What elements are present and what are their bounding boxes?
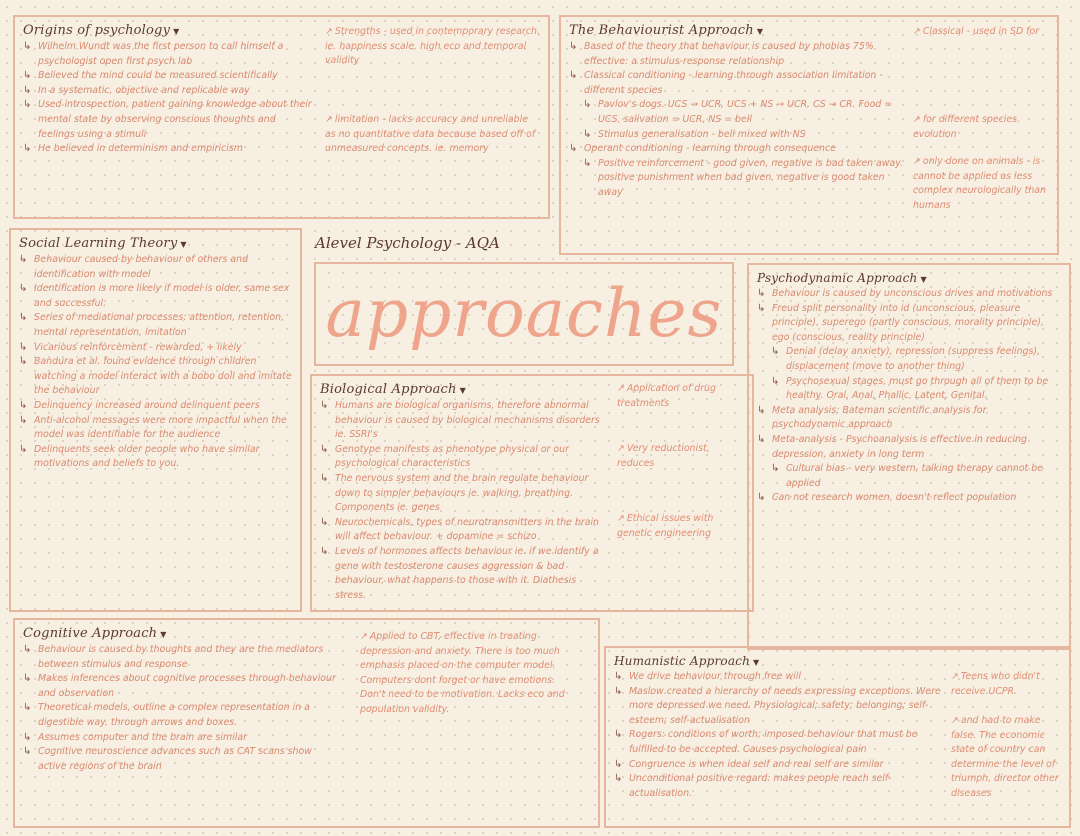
origins-item: ↳ Used introspection, patient gaining knowledge about their mental state by observing conscious thoughts and feelings using a stimuli: [23, 98, 313, 142]
behaviourist-classical-note: ↗ Classical - used in SD for: [913, 26, 1040, 37]
curved-arrow-icon: ↗: [325, 114, 333, 125]
biological-item: ↳ The nervous system and the brain regulate behaviour down to simpler behaviours ie. walking, breathing. Components ie. genes: [320, 472, 610, 516]
cognitive-item: ↳ Cognitive neuroscience advances such as CAT scans show active regions of the brain: [23, 745, 343, 774]
curved-arrow-icon: ↗: [617, 383, 625, 394]
psychodynamic-item: ↳ Psychosexual stages, must go through all of them to be healthy. Oral, Anal, Phallic, Latent, Genital.: [771, 375, 1061, 404]
origins-title: Origins of psychology ▼: [23, 23, 180, 38]
biological-ethical-note: ↗ Ethical issues with genetic engineering: [617, 513, 714, 539]
social-item: ↳ Delinquents seek older people who have similar motivations and beliefs to you.: [19, 443, 292, 472]
origins-item: ↳ Believed the mind could be measured scientifically: [23, 69, 313, 84]
origins-strength-note: ↗ Strengths - used in contemporary research. ie. happiness scale. high eco and temporal validity: [325, 26, 540, 67]
behaviourist-item: ↳ Based of the theory that behaviour is caused by phobias 75% effective: a stimulus-response relationship: [569, 40, 909, 69]
social-item: ↳ Series of mediational processes; attention, retention, mental representation, imitation: [19, 311, 292, 340]
social-learning-box: [9, 228, 302, 612]
cognitive-item: ↳ Makes inferences about cognitive processes through behaviour and observation: [23, 672, 343, 701]
caret-down-icon: ▼: [173, 27, 180, 36]
curved-arrow-icon: ↗: [617, 513, 625, 524]
behaviourist-species-note: ↗ for different species. evolution: [913, 114, 1021, 140]
curved-arrow-icon: ↗: [951, 671, 959, 682]
behaviourist-item: ↳ Operant conditioning - learning through consequence: [569, 142, 909, 157]
humanistic-teens-note: ↗ Teens who didn't receive UCPR: [951, 671, 1040, 697]
psychodynamic-item: ↳ Cultural bias - very western, talking therapy cannot be applied: [771, 462, 1061, 491]
curved-arrow-icon: ↗: [325, 26, 333, 37]
psychodynamic-title: Psychodynamic Approach ▼: [757, 271, 927, 285]
psychodynamic-item: ↳ Denial (delay anxiety), repression (suppress feelings), displacement (move to another thing): [771, 345, 1061, 374]
curved-arrow-icon: ↗: [360, 631, 368, 642]
origins-box: [13, 15, 550, 219]
humanistic-item: ↳ Maslow created a hierarchy of needs expressing exceptions. Were more depressed we need. Physiological; safety; belonging; self-esteem; self-actualisation: [614, 685, 944, 729]
curved-arrow-icon: ↗: [913, 26, 921, 37]
cognitive-box: [13, 618, 600, 828]
humanistic-box: [604, 646, 1071, 828]
caret-down-icon: ▼: [753, 658, 760, 667]
curved-arrow-icon: ↗: [617, 443, 625, 454]
behaviourist-item: ↳ Stimulus generalisation - bell mixed with NS: [583, 128, 909, 143]
biological-item: ↳ Levels of hormones affects behaviour ie. if we identify a gene with testosterone causes aggression & bad behaviour, what happens to those with it. Diathesis stress.: [320, 545, 610, 603]
psychodynamic-item: ↳ Meta-analysis - Psychoanalysis is effective in reducing depression, anxiety in long term: [757, 433, 1061, 462]
curved-arrow-icon: ↗: [951, 715, 959, 726]
social-item: ↳ Delinquency increased around delinquent peers: [19, 399, 292, 414]
caret-down-icon: ▼: [920, 275, 927, 284]
psychodynamic-box: [747, 263, 1071, 650]
origins-item: ↳ In a systematic, objective and replicable way: [23, 84, 313, 99]
page-title: approaches: [325, 275, 723, 352]
behaviourist-box: [559, 15, 1059, 255]
social-item: ↳ Bandura et al. found evidence through children watching a model interact with a bobo doll and imitate the behaviour: [19, 355, 292, 399]
biological-box: [310, 374, 754, 612]
cognitive-item: ↳ Assumes computer and the brain are similar: [23, 731, 343, 746]
humanistic-title: Humanistic Approach ▼: [614, 654, 760, 668]
page-title-box: [314, 262, 734, 366]
humanistic-item: ↳ Congruence is when ideal self and real self are similar: [614, 758, 944, 773]
biological-item: ↳ Neurochemicals, types of neurotransmitters in the brain will affect behaviour. + dopamine = schizo: [320, 516, 610, 545]
humanistic-economic-note: ↗ and had to make false. The economic state of country can determine the level of triumph, director other diseases: [951, 715, 1059, 799]
page-subject-heading: Alevel Psychology - AQA: [315, 234, 500, 252]
social-item: ↳ Vicarious reinforcement - rewarded, + likely: [19, 341, 292, 356]
caret-down-icon: ▼: [160, 630, 167, 639]
behaviourist-title: The Behaviourist Approach ▼: [569, 23, 764, 38]
biological-title: Biological Approach ▼: [320, 382, 466, 397]
social-learning-title: Social Learning Theory ▼: [19, 236, 187, 251]
curved-arrow-icon: ↗: [913, 114, 921, 125]
social-item: ↳ Anti-alcohol messages were more impactful when the model was identifiable for the audience: [19, 414, 292, 443]
cognitive-title: Cognitive Approach ▼: [23, 626, 167, 641]
social-item: ↳ Behaviour caused by behaviour of others and identification with model: [19, 253, 292, 282]
biological-item: ↳ Humans are biological organisms, therefore abnormal behaviour is caused by biological mechanisms disorders ie. SSRI's: [320, 399, 610, 443]
psychodynamic-item: ↳ Meta analysis; Bateman scientific analysis for psychodynamic approach: [757, 404, 1061, 433]
humanistic-item: ↳ Rogers: conditions of worth; imposed behaviour that must be fulfilled to be accepted. Causes psychological pain: [614, 728, 944, 757]
psychodynamic-item: ↳ Freud split personality into id (unconscious, pleasure principle), superego (partly conscious, morality principle), ego (conscious, reality principle): [757, 302, 1061, 346]
psychodynamic-item: ↳ Can not research women, doesn't reflect population: [757, 491, 1061, 506]
origins-limitation-note: ↗ limitation - lacks accuracy and unreliable as no quantitative data because based off of unmeasured concepts. ie. memory: [325, 114, 536, 155]
behaviourist-animals-note: ↗ only done on animals - is cannot be applied as less complex neurologically than humans: [913, 156, 1046, 211]
caret-down-icon: ▼: [459, 386, 466, 395]
cognitive-item: ↳ Theoretical models, outline a complex representation in a digestible way, through arrows and boxes.: [23, 701, 343, 730]
behaviourist-item: ↳ Positive reinforcement - good given, negative is bad taken away. positive punishment when bad given, negative is good taken away: [583, 157, 909, 201]
social-item: ↳ Identification is more likely if model is older, same sex and successful.: [19, 282, 292, 311]
biological-item: ↳ Genotype manifests as phenotype physical or our psychological characteristics: [320, 443, 610, 472]
cognitive-evaluation-note: ↗ Applied to CBT, effective in treating depression and anxiety. There is too much emphasis placed on the computer model. Computers dont forget or have emotions. Don't need to be motivation. Lacks eco and population validity.: [360, 631, 565, 715]
origins-item: ↳ He believed in determinism and empiricism: [23, 142, 313, 157]
humanistic-item: ↳ Unconditional positive regard: makes people reach self-actualisation.: [614, 772, 944, 801]
curved-arrow-icon: ↗: [913, 156, 921, 167]
caret-down-icon: ▼: [756, 27, 764, 36]
psychodynamic-item: ↳ Behaviour is caused by unconscious drives and motivations: [757, 287, 1061, 302]
biological-drug-note: ↗ Application of drug treatments: [617, 383, 716, 409]
behaviourist-item: ↳ Pavlov's dogs. UCS → UCR, UCS + NS → UCR, CS → CR. Food = UCS, salivation = UCR, NS = bell: [583, 98, 909, 127]
origins-item: ↳ Wilhelm Wundt was the first person to call himself a psychologist open first psych lab: [23, 40, 313, 69]
behaviourist-item: ↳ Classical conditioning - learning through association limitation - different species: [569, 69, 909, 98]
caret-down-icon: ▼: [180, 240, 187, 249]
humanistic-item: ↳ We drive behaviour through free will: [614, 670, 944, 685]
cognitive-item: ↳ Behaviour is caused by thoughts and they are the mediators between stimulus and response: [23, 643, 343, 672]
biological-reductionist-note: ↗ Very reductionist, reduces: [617, 443, 710, 469]
